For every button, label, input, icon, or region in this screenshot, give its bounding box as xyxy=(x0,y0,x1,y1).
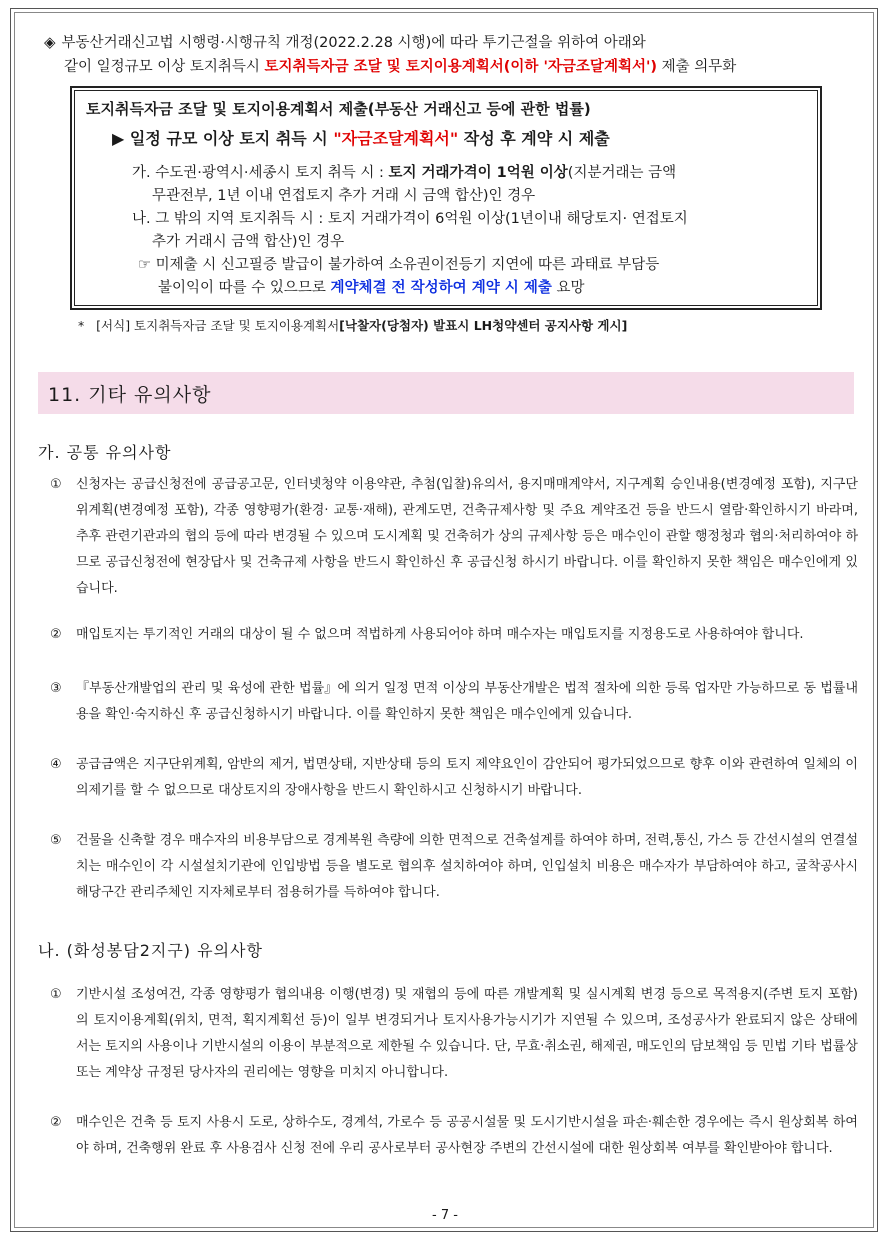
ga-bold-threshold: 토지 거래가격이 1억원 이상 xyxy=(388,165,568,181)
notice-box-subtitle: ▶ 일정 규모 이상 토지 취득 시 "자금조달계획서" 작성 후 계약 시 제출 xyxy=(112,129,610,148)
diamond-bullet-icon: ◈ xyxy=(44,33,56,51)
intro-line2-highlight: 토지취득자금 조달 및 토지이용계획서(이하 '자금조달계획서') xyxy=(264,59,658,75)
subtitle-highlight: "자금조달계획서" xyxy=(333,129,459,148)
list-item: ② 매입토지는 투기적인 거래의 대상이 될 수 없으며 적법하게 사용되어야 하며 매수자는 매입토지를 지정용도로 사용하여야 합니다. xyxy=(50,627,804,642)
notice-warning: ☞ 미제출 시 신고필증 발급이 불가하여 소유권이전등기 지연에 따른 과태료 부담등 불이익이 따를 수 있으므로 계약체결 전 작성하여 계약 시 제출 요망 xyxy=(138,257,660,296)
list-item: ④ 공급금액은 지구단위계획, 암반의 제거, 법면상태, 지반상태 등의 토지 제약요인이 감안되어 평가되었으므로 향후 이와 관련하여 일체의 이의제기를 할 수 없으므로 대상토지의 장애사항을 반드시 확인하시고 신청하시기 바랍니다. xyxy=(50,757,858,798)
warning-highlight: 계약체결 전 작성하여 계약 시 제출 xyxy=(330,280,552,296)
triangle-arrow-icon: ▶ xyxy=(112,129,125,148)
page-number: - 7 - xyxy=(432,1208,458,1223)
notice-box xyxy=(70,86,822,310)
list-item: ① 기반시설 조성여건, 각종 영향평가 협의내용 이행(변경) 및 재협의 등에 따른 개발계획 및 실시계획 변경 등으로 목적용지(주변 토지 포함)의 토지이용계획(위치, 면적, 획지계획선 등)이 일부 변경되거나 토지사용가능시기가 지연될 수 있으며, 조성공사가 완료되지 않은 상태에서는 토지의 사용이나 기반시설의 이용이 부분적으로 제한될 수 있습니다. 단, 무효·취소권, 해제권, 매도인의 담보책임 등 민법 기타 법률상 또는 계약상 규정된 당사자의 권리에는 영향을 미치지 아니합니다. xyxy=(50,987,858,1080)
subsection-heading-na: 나. (화성봉담2지구) 유의사항 xyxy=(38,941,263,960)
section-header-bar xyxy=(38,372,854,414)
intro-line2-post: 제출 의무화 xyxy=(661,59,737,75)
notice-item-ga: 가. 수도권·광역시·세종시 토지 취득 시 : 토지 거래가격이 1억원 이상(지분거래는 금액 무관전부, 1년 이내 연접토지 추가 거래 시 금액 합산)인 경우 xyxy=(132,165,677,204)
section-title: 11. 기타 유의사항 xyxy=(48,384,212,406)
intro-line1: 부동산거래신고법 시행령·시행규칙 개정(2022.2.28 시행)에 따라 투기근절을 위하여 아래와 xyxy=(61,35,646,51)
star-bullet: * xyxy=(78,318,85,333)
list-item: ⑤ 건물을 신축할 경우 매수자의 비용부담으로 경계복원 측량에 의한 면적으로 건축설계를 하여야 하며, 전력,통신, 가스 등 간선시설의 연결설치는 매수인이 각 시설설치기관에 인입방법 등을 별도로 협의후 설치하여야 하며, 인입설치 비용은 매수자가 부담하여야 하고, 굴착공사시 해당구간 관리주체인 지자체로부터 점용허가를 득하여야 합니다. xyxy=(50,833,858,900)
list-item: ② 매수인은 건축 등 토지 사용시 도로, 상하수도, 경계석, 가로수 등 공공시설물 및 도시기반시설을 파손·훼손한 경우에는 즉시 원상회복 하여야 하며, 건축행위 완료 후 사용검사 신청 전에 우리 공사로부터 공사현장 주변의 간선시설에 대한 원상회복 여부를 확인받아야 합니다. xyxy=(50,1115,858,1156)
list-item: ③ 『부동산개발업의 관리 및 육성에 관한 법률』에 의거 일정 면적 이상의 부동산개발은 법적 절차에 의한 등록 업자만 가능하므로 동 법률내용을 확인·숙지하신 후 공급신청하시기 바랍니다. 이를 확인하지 못한 책임은 매수인에게 있습니다. xyxy=(50,681,858,722)
form-note: * [서식] 토지취득자금 조달 및 토지이용계획서[낙찰자(당첨자) 발표시 LH청약센터 공지사항 게시] xyxy=(78,318,628,333)
notice-item-na: 나. 그 밖의 지역 토지취득 시 : 토지 거래가격이 6억원 이상(1년이내 해당토지· 연접토지 추가 거래시 금액 합산)인 경우 xyxy=(132,211,688,250)
intro-paragraph xyxy=(44,30,864,79)
intro-line2-pre: 같이 일정규모 이상 토지취득시 xyxy=(64,59,260,75)
notice-box-title: 토지취득자금 조달 및 토지이용계획서 제출(부동산 거래신고 등에 관한 법률) xyxy=(86,100,591,118)
subsection-heading-ga: 가. 공통 유의사항 xyxy=(38,443,172,462)
list-item: ① 신청자는 공급신청전에 공급공고문, 인터넷청약 이용약관, 추첨(입찰)유의서, 용지매매계약서, 지구계획 승인내용(변경예정 포함), 지구단위계획(변경예정 포함), 각종 영향평가(환경· 교통·재해), 관계도면, 건축규제사항 및 주요 계약조건 등을 반드시 열람·확인하시기 바라며, 추후 관련기관과의 협의 등에 따라 변경될 수 있으며 도시계획 및 건축허가 상의 규제사항 등은 매수인이 관할 행정청과 협의·처리하여야 하므로 공급신청전에 현장답사 및 건축규제 사항을 반드시 확인하신 후 공급신청 하시기 바랍니다. 이를 확인하지 못한 책임은 매수인에게 있습니다. xyxy=(50,477,858,596)
